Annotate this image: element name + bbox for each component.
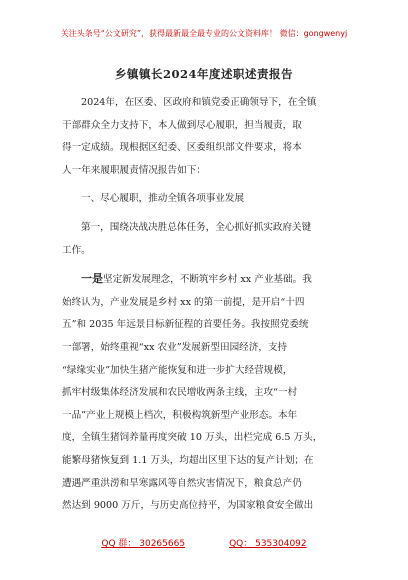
intro-paragraph	[62, 92, 374, 182]
section-heading: 一、尽心履职，推动全镇各项事业发展	[81, 193, 245, 205]
text-line: 一品”产业上规模上档次，积极构筑新型产业形态。本年	[62, 409, 298, 421]
text-line: 人一年来履职履责情况报告如下：	[62, 164, 206, 176]
text-line: 抓牢村级集体经济发展和农民增收两条主线，主攻“一村	[62, 387, 298, 399]
text-line: 干部群众全力支持下，本人做到尽心履职，担当履责，取	[62, 119, 302, 131]
text-line: 度，全镇生猪饲养量再度突破 10 万头，出栏完成 6.5 万头，	[62, 432, 323, 444]
text-line: 能繁母猪恢复到 1.1 万头，均超出区里下达的复产计划；在	[62, 454, 314, 466]
text-line: 遭遇严重洪涝和旱寒露风等自然灾害情况下，粮食总产仍	[62, 477, 302, 489]
text-line: 五”和 2035 年远景目标新征程的首要任务。我按照党委统	[62, 319, 309, 331]
first-item-paragraph	[62, 217, 374, 262]
report-body	[62, 92, 374, 518]
qq-contact-link[interactable]: QQ： 535304092	[229, 539, 307, 549]
text-line	[62, 268, 374, 292]
point-paragraph	[62, 268, 374, 518]
text-line: 然达到 9000 万斤，与历史高位持平，为国家粮食安全做出	[62, 500, 314, 512]
contact-footer	[0, 536, 408, 550]
point-lead: 一是	[81, 272, 103, 286]
section-heading-paragraph	[62, 188, 374, 211]
text-line: 一部署，始终重视“xx 农业”发展新型田园经济，支持	[62, 341, 288, 353]
point-first-line: 坚定新发展理念，不断筑牢乡村 xx 产业基础。我	[103, 274, 312, 286]
promo-header: 关注头条号“公文研究”，获得最新最全最专业的公文资料库！ 微信：gongwenyj	[60, 29, 348, 38]
text-line: 2024年，在区委、区政府和镇党委正确领导下，在全镇	[81, 97, 317, 108]
text-line: 第一，围绕决战决胜总体任务，全心抓好抓实政府关键	[81, 221, 312, 233]
text-line: 始终认为，产业发展是乡村 xx 的第一前提，是开启“十四	[62, 296, 305, 308]
text-line: 得一定成绩。现根据区纪委、区委组织部文件要求，将本	[62, 142, 302, 154]
qq-group-link[interactable]: QQ 群： 30265665	[101, 539, 186, 549]
text-line: “绿缘实业”加快生猪产能恢复和进一步扩大经营规模，	[62, 364, 293, 376]
text-line: 工作。	[62, 244, 91, 256]
page-title: 乡镇镇长2024年度述职述责报告	[114, 67, 293, 81]
